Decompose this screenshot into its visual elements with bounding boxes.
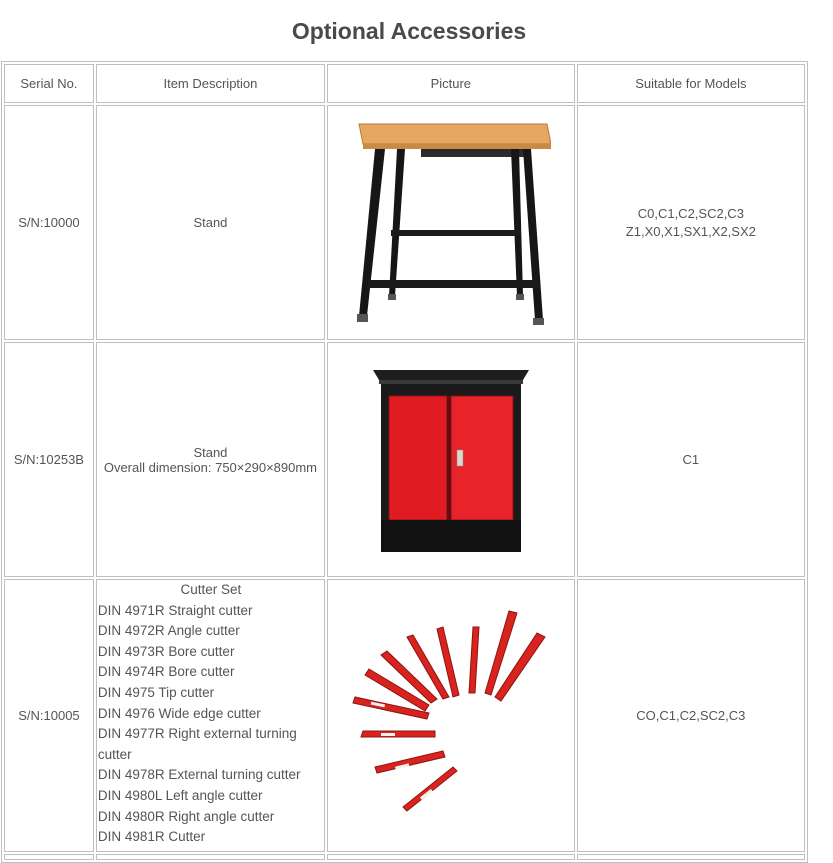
picture-cell: [327, 105, 575, 340]
description-line: Overall dimension: 750×290×890mm: [103, 459, 318, 475]
page-title: Optional Accessories: [291, 18, 527, 44]
table-row-partial: [4, 854, 805, 860]
table-row: [4, 342, 805, 577]
partial-cell: [577, 854, 805, 860]
cutter-list: [97, 580, 324, 848]
description-cell: Stand: [96, 105, 325, 340]
table-row: [4, 579, 805, 852]
cutter-set-image: [351, 603, 551, 829]
header-description: Item Description: [96, 64, 325, 103]
list-item: DIN 4977R Right external turning cutter: [97, 726, 297, 762]
header-models: Suitable for Models: [577, 64, 805, 103]
models-cell: [577, 105, 805, 340]
cabinet-image: [373, 368, 529, 552]
models-line: C0,C1,C2,SC2,C3: [637, 206, 744, 221]
description-cell: [96, 342, 325, 577]
list-item: DIN 4972R Angle cutter: [97, 623, 240, 639]
list-item: DIN 4978R External turning cutter: [97, 767, 301, 783]
partial-cell: [4, 854, 94, 860]
list-item: DIN 4981R Cutter: [97, 829, 206, 845]
models-line: Z1,X0,X1,SX1,X2,SX2: [625, 224, 756, 239]
table-row: [4, 105, 805, 340]
picture-cell: [327, 342, 575, 577]
list-item: DIN 4971R Straight cutter: [97, 602, 253, 618]
partial-cell: [327, 854, 575, 860]
header-picture: Picture: [327, 64, 575, 103]
models-cell: C1: [577, 342, 805, 577]
list-item: DIN 4974R Bore cutter: [97, 664, 235, 680]
header-serial: Serial No.: [4, 64, 94, 103]
models-cell: CO,C1,C2,SC2,C3: [577, 579, 805, 852]
stand-image: [351, 120, 551, 326]
description-cell: [96, 579, 325, 852]
list-item: DIN 4973R Bore cutter: [97, 643, 235, 659]
cutter-set-title: Cutter Set: [180, 582, 242, 597]
accessories-table: [1, 61, 808, 863]
description-line: Stand: [193, 444, 228, 460]
list-item: DIN 4980L Left angle cutter: [97, 787, 263, 803]
list-item: DIN 4975 Tip cutter: [97, 684, 215, 700]
serial-cell: S/N:10253B: [4, 342, 94, 577]
partial-cell: [96, 854, 325, 860]
list-item: DIN 4980R Right angle cutter: [97, 808, 275, 824]
picture-cell: [327, 579, 575, 852]
list-item: DIN 4976 Wide edge cutter: [97, 705, 261, 721]
serial-cell: S/N:10005: [4, 579, 94, 852]
table-header-row: [4, 64, 805, 103]
serial-cell: S/N:10000: [4, 105, 94, 340]
